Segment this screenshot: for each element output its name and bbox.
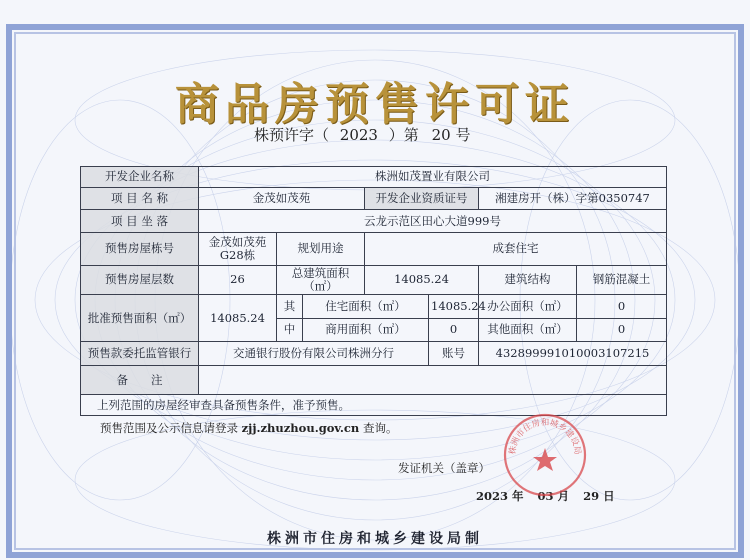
- building-label: 预售房屋栋号: [81, 233, 199, 265]
- table-row: [81, 294, 667, 318]
- total-area-value: 14085.24: [365, 265, 479, 294]
- date-day-unit: 日: [603, 489, 615, 503]
- account-label: 账号: [429, 342, 479, 366]
- approved-area-value: 14085.24: [199, 294, 277, 342]
- permit-suffix: 号: [455, 126, 471, 144]
- planned-use-label: 规划用途: [277, 233, 365, 265]
- table-row: [81, 187, 667, 210]
- date-year: 2023: [476, 489, 509, 503]
- remarks-value: [199, 366, 667, 395]
- permit-number: 20: [431, 126, 451, 144]
- query-url: zjj.zhuzhou.gov.cn: [241, 421, 360, 435]
- planned-use-value: 成套住宅: [365, 233, 667, 265]
- building-value-line2: G28栋: [219, 247, 256, 262]
- permit-table: [80, 166, 667, 416]
- structure-value: 钢筋混凝土: [577, 265, 667, 294]
- developer-value: 株洲如茂置业有限公司: [199, 167, 667, 188]
- residential-value: 14085.24: [429, 294, 479, 318]
- date-month: 03: [537, 489, 554, 503]
- svg-text:株洲市住房和城乡建设局: 株洲市住房和城乡建设局: [507, 418, 583, 456]
- table-row: [81, 210, 667, 233]
- approved-area-label: 批准预售面积（㎡）: [81, 294, 199, 342]
- building-value: [199, 233, 277, 265]
- qualification-value: 湘建房开（株）字第0350747: [479, 187, 667, 210]
- table-row: [81, 265, 667, 294]
- project-name-value: 金茂如茂苑: [199, 187, 365, 210]
- issuer-label: 发证机关（盖章）: [398, 461, 490, 475]
- permit-mid: ）第: [388, 126, 419, 144]
- certificate-title: 商品房预售许可证: [175, 79, 575, 130]
- date-year-unit: 年: [512, 489, 524, 503]
- bank-label: 预售款委托监管银行: [81, 342, 199, 366]
- permit-prefix: 株预许字（: [254, 126, 330, 144]
- query-suffix: 查询。: [362, 421, 398, 435]
- official-seal: [502, 412, 588, 498]
- floors-value: 26: [199, 265, 277, 294]
- date-day: 29: [583, 489, 600, 503]
- bureau-footer: 株洲市住房和城乡建设局制: [267, 531, 483, 547]
- query-line: [100, 420, 397, 436]
- permit-number-line: [254, 124, 470, 145]
- table-row: [81, 167, 667, 188]
- table-row: [81, 342, 667, 366]
- residential-label: 住宅面积（㎡）: [303, 294, 429, 318]
- project-name-label: 项 目 名 称: [81, 187, 199, 210]
- qi-label: 其: [277, 294, 303, 318]
- commercial-label: 商用面积（㎡）: [303, 318, 429, 342]
- location-label: 项 目 坐 落: [81, 210, 199, 233]
- other-value: 0: [577, 318, 667, 342]
- location-value: 云龙示范区田心大道999号: [199, 210, 667, 233]
- structure-label: 建筑结构: [479, 265, 577, 294]
- qualification-label: 开发企业资质证号: [365, 187, 479, 210]
- account-value: 432899991010003107215: [479, 342, 667, 366]
- query-prefix: 预售范围及公示信息请登录: [100, 421, 238, 435]
- commercial-value: 0: [429, 318, 479, 342]
- table-row: [81, 366, 667, 395]
- zhong-label: 中: [277, 318, 303, 342]
- other-label: 其他面积（㎡）: [479, 318, 577, 342]
- table-row: [81, 233, 667, 265]
- office-value: 0: [577, 294, 667, 318]
- floors-label: 预售房屋层数: [81, 265, 199, 294]
- date-month-unit: 月: [557, 489, 570, 503]
- building-value-line1: 金茂如茂苑: [208, 234, 267, 249]
- developer-label: 开发企业名称: [81, 167, 199, 188]
- remarks-label: 备 注: [81, 366, 199, 395]
- bank-value: 交通银行股份有限公司株洲分行: [199, 342, 429, 366]
- permit-year: 2023: [339, 126, 378, 144]
- total-area-label: 总建筑面积（㎡）: [277, 265, 365, 294]
- office-label: 办公面积（㎡）: [479, 294, 577, 318]
- approval-note: 上列范围的房屋经审查具备预售条件，准予预售。: [81, 395, 667, 416]
